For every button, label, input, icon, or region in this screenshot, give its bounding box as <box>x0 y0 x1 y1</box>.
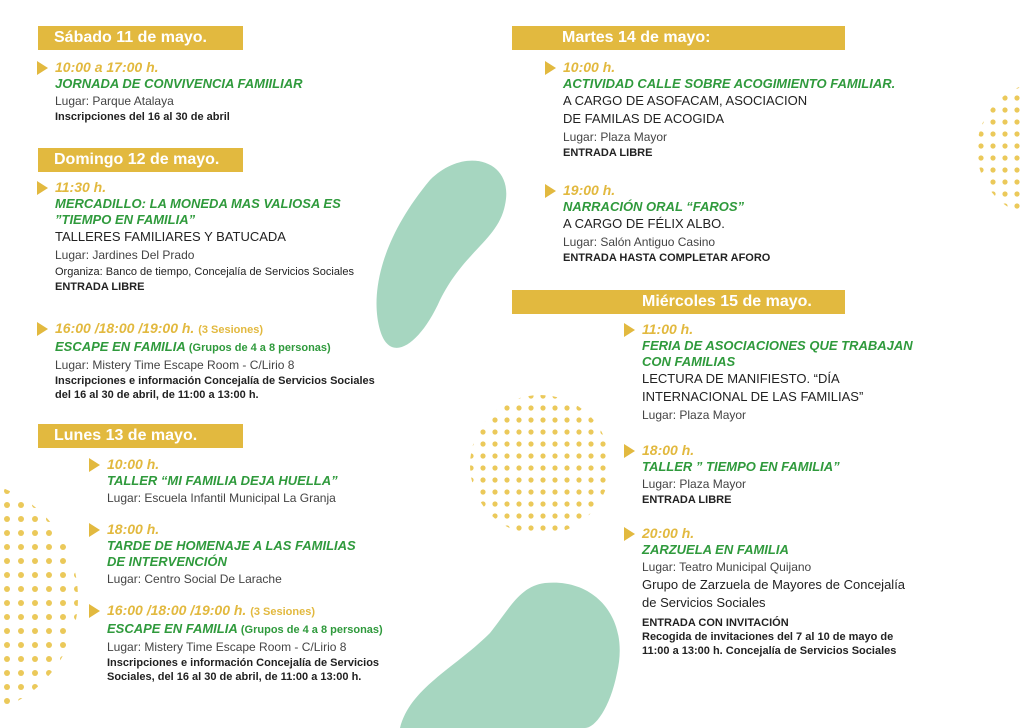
event-time: 18:00 h. <box>642 442 695 458</box>
event-info: Inscripciones e información Concejalía de Servicios <box>107 657 380 669</box>
event-location: Lugar: Plaza Mayor <box>642 477 747 491</box>
bullet-triangle-icon <box>545 184 556 198</box>
event-domingo-1 <box>37 179 397 294</box>
event-miercoles-2 <box>624 442 954 507</box>
event-entry: ENTRADA HASTA COMPLETAR AFORO <box>563 252 771 264</box>
event-lunes-1 <box>89 456 409 507</box>
event-sessions: (3 Sesiones) <box>250 606 316 618</box>
event-entry: ENTRADA LIBRE <box>563 147 653 159</box>
bullet-triangle-icon <box>624 323 635 337</box>
bullet-triangle-icon <box>624 527 635 541</box>
event-location: Lugar: Centro Social De Larache <box>107 572 282 586</box>
bullet-triangle-icon <box>37 61 48 75</box>
event-title-line2: CON FAMILIAS <box>642 354 736 369</box>
event-lunes-3 <box>89 602 419 684</box>
event-martes-2 <box>545 182 965 265</box>
event-time: 16:00 /18:00 /19:00 h. (3 Sesiones) <box>55 320 264 336</box>
event-time: 20:00 h. <box>642 525 695 541</box>
green-blob-lower <box>395 578 625 728</box>
event-info-line2: 11:00 a 13:00 h. Concejalía de Servicios Sociales <box>642 645 897 657</box>
event-title: ESCAPE EN FAMILIA (Grupos de 4 a 8 personas) <box>55 339 331 354</box>
event-time: 10:00 h. <box>107 456 160 472</box>
event-registration: Inscripciones del 16 al 30 de abril <box>55 111 230 123</box>
event-entry: ENTRADA CON INVITACIÓN <box>642 617 789 629</box>
event-subtitle: A CARGO DE FÉLIX ALBO. <box>563 216 725 231</box>
dotted-circle-right <box>975 80 1024 220</box>
event-title-line2: DE INTERVENCIÓN <box>107 554 227 569</box>
bullet-triangle-icon <box>89 458 100 472</box>
event-martes-1 <box>545 59 965 160</box>
event-info: Inscripciones e información Concejalía de Servicios Sociales <box>55 375 375 387</box>
event-subtitle: LECTURA DE MANIFIESTO. “DÍA <box>642 371 840 386</box>
event-title: JORNADA DE CONVIVENCIA FAMIILIAR <box>55 76 303 91</box>
event-info: Recogida de invitaciones del 7 al 10 de mayo de <box>642 631 894 643</box>
bullet-triangle-icon <box>37 322 48 336</box>
event-time: 19:00 h. <box>563 182 616 198</box>
day-header-sabado: Sábado 11 de mayo. <box>38 26 243 50</box>
event-subtitle: A CARGO DE ASOFACAM, ASOCIACION <box>563 93 808 108</box>
event-info-line2: del 16 al 30 de abril, de 11:00 a 13:00 h. <box>55 389 259 401</box>
event-sessions: (3 Sesiones) <box>198 324 264 336</box>
event-entry: ENTRADA LIBRE <box>642 494 732 506</box>
event-location: Lugar: Teatro Municipal Quijano <box>642 560 812 574</box>
event-info-line2: Sociales, del 16 al 30 de abril, de 11:00 a 13:00 h. <box>107 671 362 683</box>
bullet-triangle-icon <box>37 181 48 195</box>
event-title: NARRACIÓN ORAL “FAROS” <box>563 199 745 214</box>
event-groups: (Grupos de 4 a 8 personas) <box>240 624 383 636</box>
event-title: ESCAPE EN FAMILIA (Grupos de 4 a 8 personas) <box>107 621 383 636</box>
day-header-domingo: Domingo 12 de mayo. <box>38 148 243 172</box>
event-miercoles-1 <box>624 321 954 424</box>
day-header-martes: Martes 14 de mayo: <box>512 26 845 50</box>
event-subtitle: TALLERES FAMILIARES Y BATUCADA <box>55 229 286 244</box>
bullet-triangle-icon <box>89 604 100 618</box>
event-location: Lugar: Jardines Del Prado <box>55 248 195 262</box>
event-location: Lugar: Plaza Mayor <box>642 408 747 422</box>
event-time: 11:30 h. <box>55 179 107 195</box>
event-time: 10:00 a 17:00 h. <box>55 59 159 75</box>
event-location: Lugar: Mistery Time Escape Room - C/Lirio 8 <box>107 640 347 654</box>
event-title: ACTIVIDAD CALLE SOBRE ACOGIMIENTO FAMILIAR. <box>563 76 896 91</box>
event-title: TARDE DE HOMENAJE A LAS FAMILIAS <box>107 538 356 553</box>
bullet-triangle-icon <box>624 444 635 458</box>
event-subtitle-line2: de Servicios Sociales <box>642 595 766 610</box>
event-location: Lugar: Parque Atalaya <box>55 94 174 108</box>
event-entry: ENTRADA LIBRE <box>55 281 145 293</box>
event-subtitle: Grupo de Zarzuela de Mayores de Concejalía <box>642 577 906 592</box>
day-header-lunes: Lunes 13 de mayo. <box>38 424 243 448</box>
event-organizer: Organiza: Banco de tiempo, Concejalía de Servicios Sociales <box>55 266 354 278</box>
dotted-circle-left <box>0 470 80 726</box>
event-subtitle-line2: DE FAMILAS DE ACOGIDA <box>563 111 725 126</box>
event-groups: (Grupos de 4 a 8 personas) <box>188 342 331 354</box>
event-location: Lugar: Salón Antiguo Casino <box>563 235 716 249</box>
event-location: Lugar: Escuela Infantil Municipal La Granja <box>107 491 336 505</box>
event-domingo-2 <box>37 320 397 402</box>
event-title: TALLER “MI FAMILIA DEJA HUELLA” <box>107 473 338 488</box>
event-time: 10:00 h. <box>563 59 616 75</box>
event-location: Lugar: Mistery Time Escape Room - C/Lirio 8 <box>55 358 295 372</box>
event-miercoles-3 <box>624 525 964 658</box>
event-title-line2: ”TIEMPO EN FAMILIA” <box>55 212 196 227</box>
event-title: MERCADILLO: LA MONEDA MAS VALIOSA ES <box>55 196 341 211</box>
event-subtitle-line2: INTERNACIONAL DE LAS FAMILIAS” <box>642 389 864 404</box>
event-title: TALLER ” TIEMPO EN FAMILIA” <box>642 459 840 474</box>
event-title: ZARZUELA EN FAMILIA <box>642 542 789 557</box>
day-header-miercoles: Miércoles 15 de mayo. <box>512 290 845 314</box>
event-title: FERIA DE ASOCIACIONES QUE TRABAJAN <box>642 338 913 353</box>
event-time: 16:00 /18:00 /19:00 h. (3 Sesiones) <box>107 602 316 618</box>
bullet-triangle-icon <box>89 523 100 537</box>
event-time: 18:00 h. <box>107 521 160 537</box>
dotted-circle-center <box>465 390 615 540</box>
event-sabado-1 <box>37 59 397 124</box>
event-time: 11:00 h. <box>642 321 694 337</box>
event-location: Lugar: Plaza Mayor <box>563 130 668 144</box>
event-lunes-2 <box>89 521 409 588</box>
bullet-triangle-icon <box>545 61 556 75</box>
